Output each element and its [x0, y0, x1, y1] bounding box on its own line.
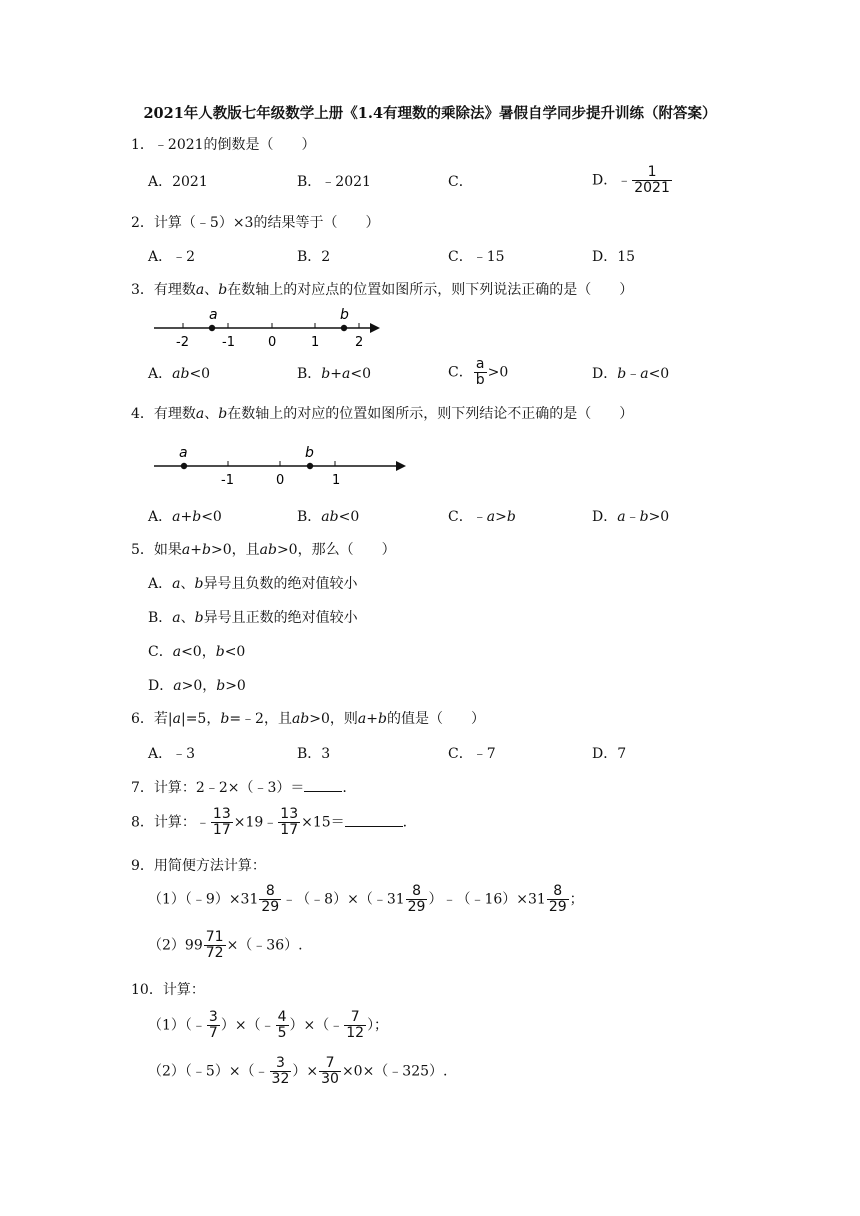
q3-option-c	[448, 357, 508, 388]
option-text: >0	[648, 509, 670, 525]
variable: b	[321, 366, 331, 382]
tick-label: 1	[311, 335, 320, 350]
variable-b: b	[218, 282, 228, 298]
option-text: +	[330, 366, 342, 382]
stem-text: >0，且	[210, 542, 260, 558]
fraction	[278, 807, 300, 838]
point-a-label: a	[209, 307, 218, 323]
stem-text: +	[190, 542, 203, 558]
option-label: C．﹣	[448, 509, 487, 525]
q2-option-b: B．2	[297, 249, 331, 265]
q4-number-line	[148, 440, 410, 490]
q3-number-line	[148, 306, 388, 352]
option-text: >0	[487, 364, 509, 381]
variable: b	[192, 509, 202, 525]
expr-text: ﹣（﹣8）×（﹣31	[282, 891, 405, 908]
answer-blank	[304, 779, 342, 792]
stem-text: 8．计算：﹣	[131, 814, 210, 831]
expr-text: ）﹣（﹣16）×31	[428, 891, 546, 908]
fraction-denominator: 5	[277, 1025, 287, 1041]
variable-b: b	[218, 406, 228, 422]
fraction-denominator: b	[475, 372, 485, 388]
fraction-denominator: 72	[205, 945, 224, 961]
point-b-label: b	[305, 445, 314, 461]
stem-text: .	[342, 780, 347, 796]
q5-option-c	[148, 643, 245, 661]
stem-text: ×19﹣	[233, 814, 278, 831]
variable: a	[181, 542, 191, 558]
q1-option-d-fraction	[632, 165, 672, 196]
option-text: 、	[180, 610, 195, 626]
fraction-numerator: 3	[270, 1056, 292, 1072]
fraction-denominator: 2021	[634, 180, 670, 196]
variable: b	[639, 509, 649, 525]
q1-option-d-prefix: D．﹣	[592, 172, 632, 189]
fraction-numerator: 7	[319, 1056, 341, 1072]
expr-text: ；	[569, 891, 584, 908]
q1-option-b: B．﹣2021	[297, 174, 371, 190]
variable: a	[342, 366, 351, 382]
stem-text: =﹣2，且	[229, 711, 292, 727]
answer-blank	[345, 814, 403, 827]
fraction-numerator: 13	[212, 806, 231, 822]
expr-text: ×0×（﹣325）.	[341, 1063, 448, 1080]
variable: a	[640, 366, 649, 382]
question-4-stem	[131, 405, 633, 423]
point-a	[209, 325, 215, 331]
variable: a	[172, 644, 182, 660]
fraction-denominator: 29	[261, 899, 280, 915]
number-line-arrow	[396, 461, 406, 471]
option-text: <0	[201, 509, 222, 525]
fraction-numerator: 4	[277, 1009, 287, 1025]
tick-label: 1	[332, 473, 341, 488]
fraction	[547, 884, 569, 915]
stem-text: 、	[204, 406, 219, 422]
fraction-denominator: 17	[212, 822, 231, 838]
variable: b	[617, 366, 627, 382]
variable: ab	[291, 711, 310, 727]
fraction-numerator: 8	[259, 884, 281, 900]
q1-option-a: A．2021	[148, 174, 208, 190]
q2-option-c: C．﹣15	[448, 249, 505, 265]
fraction-denominator: 29	[407, 899, 426, 915]
option-label: B．	[297, 509, 322, 525]
option-label: B．	[297, 366, 322, 382]
point-b-label: b	[340, 307, 349, 323]
fraction-numerator: 7	[344, 1010, 366, 1026]
variable: b	[194, 610, 204, 626]
stem-text: 6．若|	[131, 711, 173, 727]
fraction	[211, 807, 233, 838]
q5-option-b	[148, 609, 358, 627]
q5-option-a	[148, 575, 357, 593]
fraction-denominator: 30	[321, 1071, 339, 1087]
option-text: 异号且负数的绝对值较小	[203, 576, 358, 592]
option-text: <0	[338, 509, 360, 525]
variable: ab	[321, 509, 339, 525]
expr-text: （1）（﹣	[148, 1017, 206, 1034]
stem-text: >0，那么（ ）	[276, 542, 396, 558]
variable: b	[194, 576, 204, 592]
option-label: D．	[592, 509, 618, 525]
fraction	[207, 1010, 220, 1041]
variable-a: a	[195, 282, 205, 298]
expr-text: ）；	[367, 1017, 389, 1034]
variable: a	[173, 678, 182, 694]
fraction-denominator: 32	[271, 1071, 290, 1087]
stem-text: 3．有理数	[131, 282, 196, 298]
variable: a	[486, 509, 496, 525]
q2-option-d: D．15	[592, 249, 636, 265]
tick-label: -1	[221, 473, 234, 488]
variable: b	[378, 711, 387, 727]
q1-option-c: C．	[448, 174, 473, 190]
stem-text: 、	[204, 282, 219, 298]
option-text: ﹣	[626, 366, 641, 382]
variable: a	[172, 610, 181, 626]
q9-part-2	[148, 930, 303, 961]
option-label: D．	[148, 678, 174, 694]
option-text: <0	[350, 366, 371, 382]
option-label: A．	[148, 366, 173, 382]
fraction	[319, 1056, 341, 1087]
expr-text: （2）（﹣5）×（﹣	[148, 1063, 269, 1080]
stem-text: 在数轴上的对应的位置如图所示，则下列结论不正确的是（ ）	[227, 406, 634, 422]
q6-option-b: B．3	[297, 746, 331, 762]
option-label: C．	[448, 364, 473, 381]
number-line-arrow	[370, 323, 380, 333]
variable: a	[172, 509, 181, 525]
fraction-numerator: 8	[547, 884, 569, 900]
fraction	[344, 1010, 366, 1041]
variable: b	[215, 644, 225, 660]
question-10-stem: 10．计算：	[131, 982, 205, 998]
expr-text: （2）99	[148, 937, 203, 954]
variable: a	[357, 711, 367, 727]
fraction-numerator: 3	[208, 1009, 218, 1025]
expr-text: （1）（﹣9）×31	[148, 891, 259, 908]
stem-text: 4．有理数	[131, 406, 196, 422]
variable: b	[216, 678, 226, 694]
option-text: <0	[189, 366, 211, 382]
q4-option-a	[148, 508, 222, 526]
expr-text: ×（﹣36）.	[226, 937, 303, 954]
fraction-numerator: 1	[632, 165, 672, 181]
tick-label: 2	[355, 335, 364, 350]
option-label: B．	[148, 610, 173, 626]
variable: ab	[259, 542, 277, 558]
fraction-denominator: 7	[208, 1025, 218, 1041]
tick-label: 0	[268, 335, 277, 350]
expr-text: ）×	[292, 1063, 319, 1080]
variable: a	[172, 576, 181, 592]
option-text: +	[180, 509, 193, 525]
variable: b	[506, 509, 516, 525]
q1-option-d	[592, 165, 673, 196]
point-a-label: a	[179, 445, 188, 461]
variable: a	[172, 711, 181, 727]
option-label: A．	[148, 576, 173, 592]
stem-text: >0，则	[309, 711, 358, 727]
question-6-stem	[131, 710, 485, 728]
stem-text: 在数轴上的对应点的位置如图所示，则下列说法正确的是（ ）	[227, 282, 634, 298]
variable: ab	[172, 366, 190, 382]
option-text: <0	[224, 644, 246, 660]
question-8-stem	[131, 807, 407, 838]
fraction-numerator: 8	[406, 884, 428, 900]
q6-option-c: C．﹣7	[448, 746, 496, 762]
q2-option-a: A．﹣2	[148, 249, 196, 265]
tick-label: -1	[222, 335, 235, 350]
stem-text: 5．如果	[131, 542, 182, 558]
q5-option-d	[148, 677, 246, 695]
point-a	[181, 463, 187, 469]
question-2-stem: 2．计算（﹣5）×3的结果等于（ ）	[131, 215, 380, 231]
q4-option-c	[448, 508, 516, 526]
stem-text: .	[402, 814, 408, 831]
option-text: >	[495, 509, 507, 525]
option-text: >0	[225, 678, 246, 694]
question-3-stem	[131, 281, 633, 299]
fraction-numerator: 13	[280, 806, 299, 822]
q3-option-b	[297, 365, 371, 383]
variable-a: a	[195, 406, 205, 422]
fraction-denominator: 29	[548, 899, 567, 915]
fraction-numerator: 71	[205, 929, 224, 945]
question-9-stem: 9．用简便方法计算：	[131, 858, 266, 874]
point-b	[341, 325, 347, 331]
q10-part-2	[148, 1056, 447, 1087]
fraction	[270, 1056, 292, 1087]
option-text: 异号且正数的绝对值较小	[203, 610, 358, 626]
option-text: >0，	[181, 678, 217, 694]
option-label: A．	[148, 509, 173, 525]
fraction-numerator: a	[474, 357, 487, 373]
option-text: ﹣	[625, 509, 640, 525]
expr-text: ）×（﹣	[220, 1017, 275, 1034]
variable: b	[202, 542, 211, 558]
tick-label: -2	[176, 335, 189, 350]
option-text: 、	[180, 576, 195, 592]
option-text: <0	[648, 366, 670, 382]
question-7-stem	[131, 779, 347, 797]
stem-text: +	[366, 711, 378, 727]
point-b	[307, 463, 313, 469]
q3-option-c-fraction	[474, 357, 487, 388]
q3-option-d	[592, 365, 669, 383]
stem-text: ×15＝	[301, 814, 345, 831]
question-1-stem: 1．﹣2021的倒数是（ ）	[131, 137, 316, 153]
fraction	[406, 884, 428, 915]
stem-text: 的值是（ ）	[386, 711, 485, 727]
fraction	[276, 1010, 289, 1041]
option-label: C．	[148, 644, 173, 660]
fraction	[204, 930, 226, 961]
q4-option-b	[297, 508, 359, 526]
fraction-denominator: 17	[280, 822, 299, 838]
variable: b	[220, 711, 230, 727]
q4-option-d	[592, 508, 669, 526]
tick-label: 0	[276, 473, 285, 488]
q10-part-1	[148, 1010, 388, 1041]
fraction-denominator: 12	[346, 1025, 365, 1041]
stem-text: |=5，	[180, 711, 221, 727]
q3-option-a	[148, 365, 210, 383]
variable: a	[617, 509, 626, 525]
question-5-stem	[131, 541, 396, 559]
stem-text: 7．计算：2﹣2×（﹣3）＝	[131, 780, 305, 796]
page-title: 2021年人教版七年级数学上册《1.4有理数的乘除法》暑假自学同步提升训练（附答案）	[143, 105, 717, 122]
option-text: <0，	[181, 644, 216, 660]
q6-option-d: D．7	[592, 746, 627, 762]
expr-text: ）×（﹣	[289, 1017, 344, 1034]
fraction	[259, 884, 281, 915]
option-label: D．	[592, 366, 618, 382]
q6-option-a: A．﹣3	[148, 746, 196, 762]
q9-part-1	[148, 884, 584, 915]
